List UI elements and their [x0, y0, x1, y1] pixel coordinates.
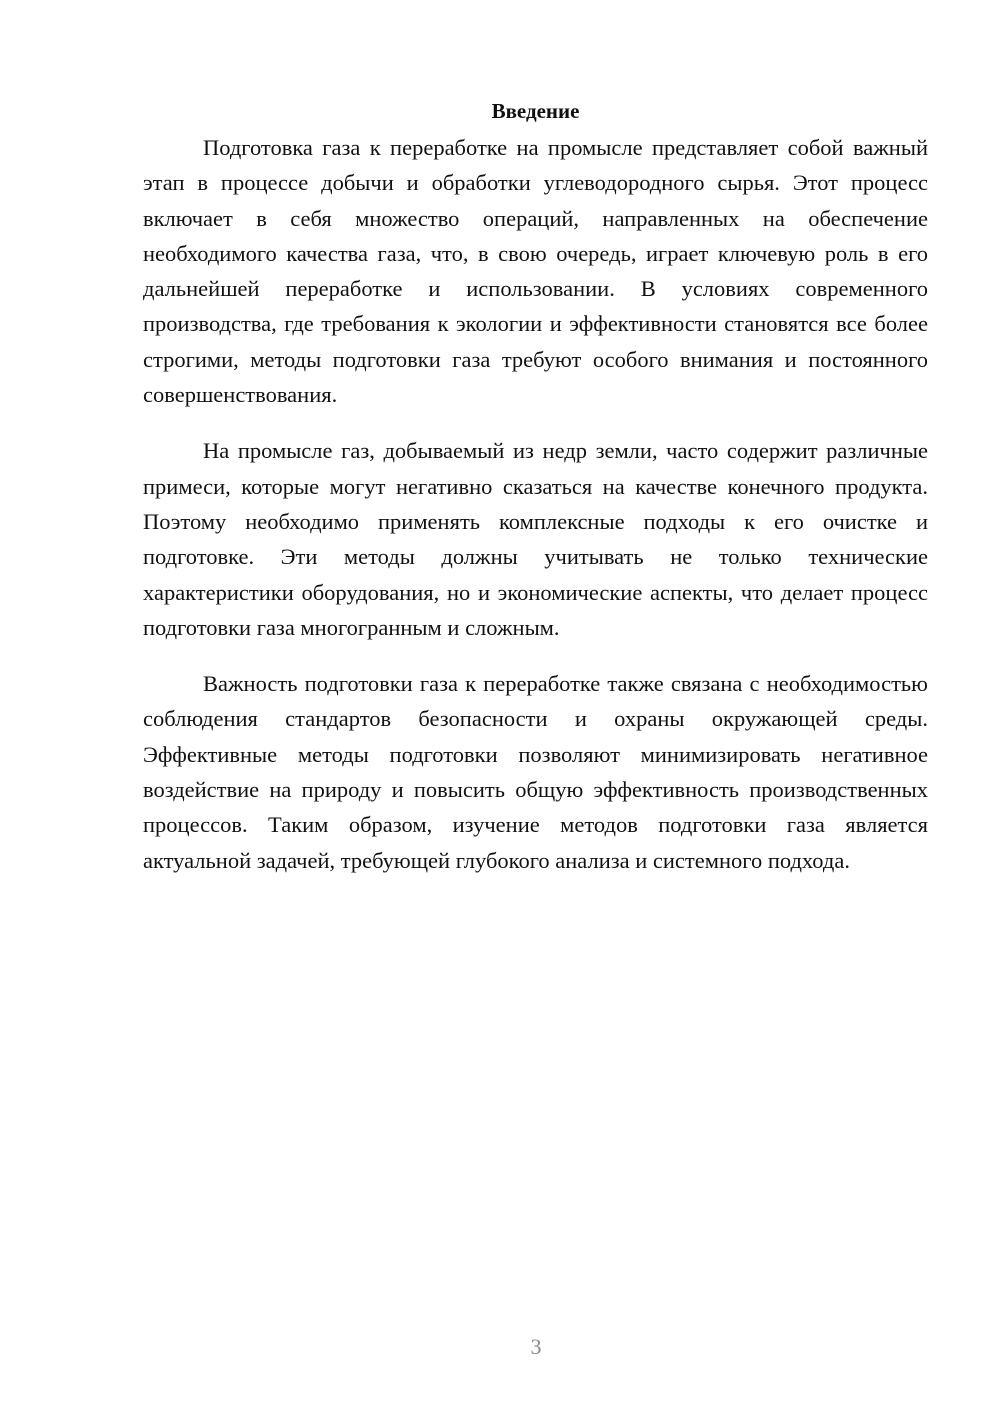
page-number: 3 [530, 1334, 542, 1359]
paragraph-3: Важность подготовки газа к переработке также связана с необходимостью соблюдения стандартов безопасности и охраны окружающей среды. Эффективные методы подготовки позволяют минимизировать негативное воздействие на природу и повысить общую эффективность производственных процессов. Таким образом, изучение методов подготовки газа является актуальной задачей, требующей глубокого анализа и системного подхода. [143, 671, 928, 873]
page-content [143, 96, 928, 899]
paragraph-2: На промысле газ, добываемый из недр земли, часто содержит различные примеси, которые могут негативно сказаться на качестве конечного продукта. Поэтому необходимо применять комплексные подходы к его очистке и подготовке. Эти методы должны учитывать не только технические характеристики оборудования, но и экономические аспекты, что делает процесс подготовки газа многогранным и сложным. [143, 438, 928, 640]
paragraph-1: Подготовка газа к переработке на промысле представляет собой важный этап в процессе добычи и обработки углеводородного сырья. Этот процесс включает в себя множество операций, направленных на обеспечение необходимого качества газа, что, в свою очередь, играет ключевую роль в его дальнейшей переработке и использовании. В условиях современного производства, где требования к экологии и эффективности становятся все более строгими, методы подготовки газа требуют особого внимания и постоянного совершенствования. [143, 135, 928, 408]
section-heading: Введение [491, 99, 580, 123]
